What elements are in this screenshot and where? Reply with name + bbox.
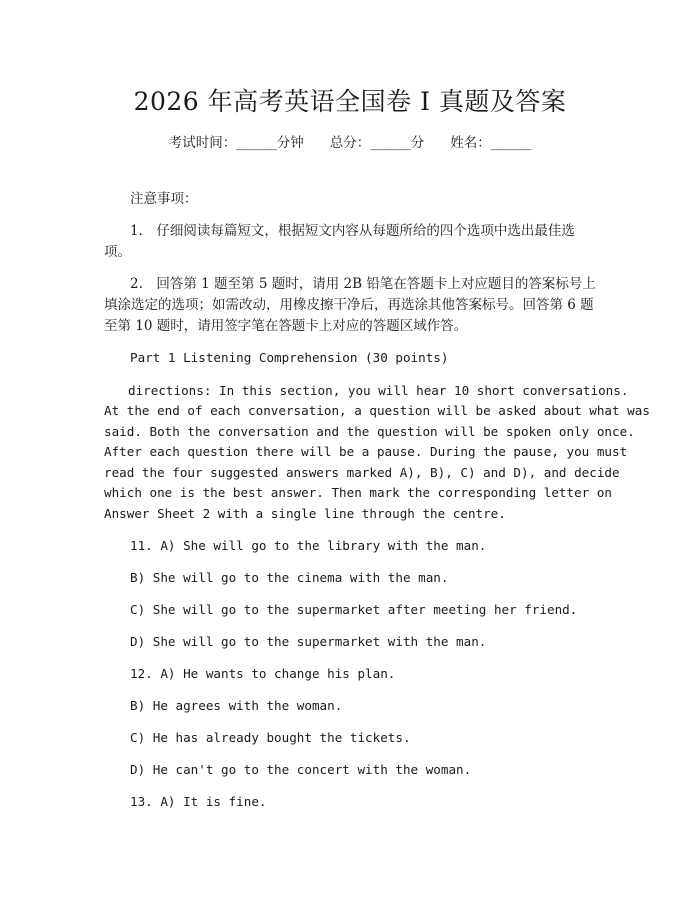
notice-item-2-line-1: 2. 回答第 1 题至第 5 题时，请用 2B 铅笔在答题卡上对应题目的答案标号上 xyxy=(130,276,596,292)
directions-line-3: said. Both the conversation and the question will be spoken only once. xyxy=(104,424,635,439)
q12-option-c: C) He has already bought the tickets. xyxy=(130,730,411,745)
q13-option-a: 13. A) It is fine. xyxy=(130,794,267,809)
q11-option-d: D) She will go to the supermarket with the man. xyxy=(130,634,487,649)
q11-option-a: 11. A) She will go to the library with the man. xyxy=(130,538,487,553)
q12-option-b: B) He agrees with the woman. xyxy=(130,698,343,713)
directions-line-7: Answer Sheet 2 with a single line through the centre. xyxy=(104,506,506,521)
directions-line-1: directions: In this section, you will hear 10 short conversations. xyxy=(128,383,629,398)
directions-line-2: At the end of each conversation, a question will be asked about what was xyxy=(104,403,650,418)
q11-option-c: C) She will go to the supermarket after meeting her friend. xyxy=(130,602,578,617)
notice-item-2-line-3: 至第 10 题时，请用签字笔在答题卡上对应的答题区域作答。 xyxy=(104,318,468,334)
q12-option-d: D) He can't go to the concert with the woman. xyxy=(130,762,472,777)
directions-line-6: which one is the best answer. Then mark the corresponding letter on xyxy=(104,485,612,500)
exam-time: 考试时间：______分钟 xyxy=(168,135,304,151)
q12-option-a: 12. A) He wants to change his plan. xyxy=(130,666,396,681)
directions-line-4: After each question there will be a pause. During the pause, you must xyxy=(104,444,628,459)
exam-name: 姓名：______ xyxy=(450,135,532,151)
notice-heading: 注意事项： xyxy=(130,191,198,207)
part1-heading: Part 1 Listening Comprehension (30 points) xyxy=(130,350,449,365)
exam-score: 总分：______分 xyxy=(329,135,425,151)
notice-item-1-line-1: 1. 仔细阅读每篇短文，根据短文内容从每题所给的四个选项中选出最佳选 xyxy=(130,223,575,239)
notice-item-1-line-2: 项。 xyxy=(104,244,131,260)
exam-meta xyxy=(0,131,700,151)
document-title: 2026 年高考英语全国卷 I 真题及答案 xyxy=(133,87,567,116)
q11-option-b: B) She will go to the cinema with the man. xyxy=(130,570,449,585)
notice-item-2-line-2: 填涂选定的选项；如需改动，用橡皮擦干净后，再选涂其他答案标号。回答第 6 题 xyxy=(104,297,594,313)
directions-line-5: read the four suggested answers marked A), B), C) and D), and decide xyxy=(104,465,620,480)
